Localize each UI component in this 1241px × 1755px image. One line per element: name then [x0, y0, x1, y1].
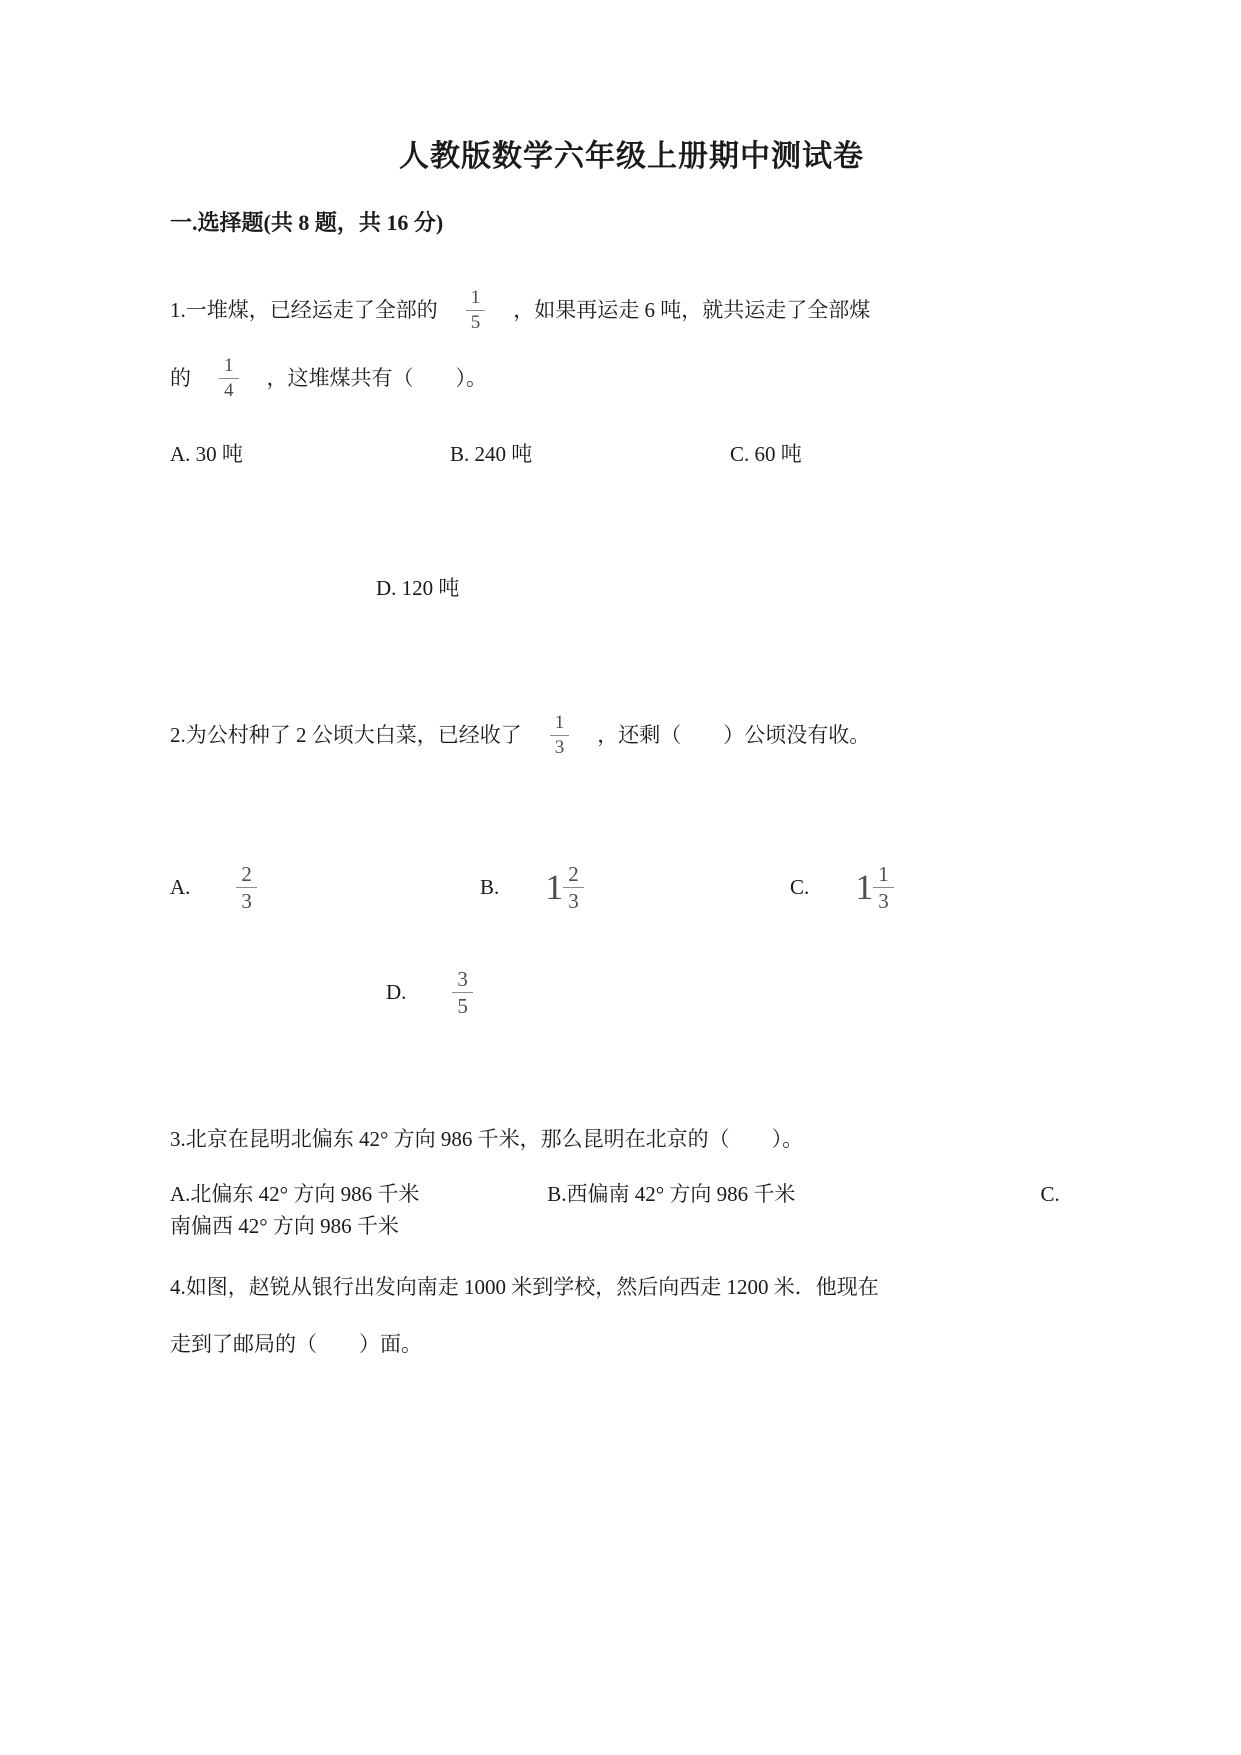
question-1-line-1 [170, 282, 1093, 338]
option-label: A. [170, 875, 191, 899]
q2-option-c [790, 862, 894, 913]
fraction-two-thirds [236, 862, 257, 913]
q2-text-post: ，还剩（ ）公顷没有收。 [597, 723, 871, 747]
fraction-one-fifth [466, 287, 486, 334]
fraction-numerator: 1 [554, 711, 565, 733]
q2-option-d [386, 960, 473, 1024]
q3-option-c-text: 南偏西 42° 方向 986 千米 [170, 1214, 399, 1238]
q2-option-a [170, 862, 480, 913]
fraction-denominator: 3 [236, 887, 257, 913]
q1-text-pre: 1.一堆煤，已经运走了全部的 [170, 298, 438, 322]
fraction-numerator: 2 [241, 861, 252, 886]
q2-text-pre: 2.为公村种了 2 公顷大白菜，已经收了 [170, 723, 522, 747]
q3-option-a: A.北偏东 42° 方向 986 千米 [170, 1182, 420, 1206]
q1-option-d: D. 120 吨 [376, 576, 460, 600]
fraction-denominator: 5 [452, 992, 473, 1018]
fraction-numerator: 1 [878, 861, 889, 886]
q1-options-row [170, 440, 1093, 468]
fraction-denominator: 3 [873, 887, 894, 913]
fraction-denominator: 5 [466, 310, 486, 334]
q3-option-c-label: C. [1040, 1182, 1060, 1206]
fraction-numerator: 1 [470, 286, 481, 308]
fraction-three-fifths [452, 967, 473, 1018]
fraction-one-third [550, 712, 570, 759]
q3-option-b: B.西偏南 42° 方向 986 千米 [547, 1182, 796, 1206]
fraction-one-quarter [219, 355, 239, 402]
fraction-denominator: 3 [563, 887, 584, 913]
fraction-denominator: 4 [219, 378, 239, 402]
q3-options-line-1 [170, 1180, 1093, 1208]
fraction-denominator: 3 [550, 735, 570, 759]
section-header: 一.选择题(共 8 题，共 16 分) [170, 210, 444, 235]
question-3-line-1: 3.北京在昆明北偏东 42° 方向 986 千米，那么昆明在北京的（ ）。 [170, 1127, 804, 1151]
q1-text-pre-2: 的 [170, 366, 191, 390]
q1-option-a: A. 30 吨 [170, 442, 243, 466]
q1-text-post-2: ，这堆煤共有（ ）。 [266, 366, 487, 390]
fraction-numerator: 3 [457, 966, 468, 991]
fraction-numerator: 2 [568, 861, 579, 886]
mixed-whole: 1 [855, 867, 874, 907]
q2-options-row [170, 855, 1093, 919]
mixed-whole: 1 [545, 867, 564, 907]
question-4-line-1: 4.如图，赵锐从银行出发向南走 1000 米到学校，然后向西走 1200 米．他现在 [170, 1275, 879, 1299]
question-2-line-1 [170, 705, 1093, 765]
mixed-number-one-and-one-third [855, 862, 894, 913]
fraction-numerator: 1 [224, 354, 234, 376]
fraction-two-thirds [563, 862, 584, 913]
page-title: 人教版数学六年级上册期中测试卷 [399, 140, 864, 173]
option-label: B. [480, 875, 500, 899]
q2-option-b [480, 862, 790, 913]
question-4-line-2: 走到了邮局的（ ）面。 [170, 1332, 422, 1356]
q1-text-post: ，如果再运走 6 吨，就共运走了全部煤 [513, 298, 871, 322]
fraction-one-third [873, 862, 894, 913]
question-1-line-2 [170, 350, 1093, 406]
mixed-number-one-and-two-thirds [545, 862, 584, 913]
option-label: C. [790, 875, 810, 899]
option-label: D. [386, 980, 407, 1004]
q1-option-b: B. 240 吨 [450, 442, 533, 466]
q1-option-c: C. 60 吨 [730, 442, 802, 466]
